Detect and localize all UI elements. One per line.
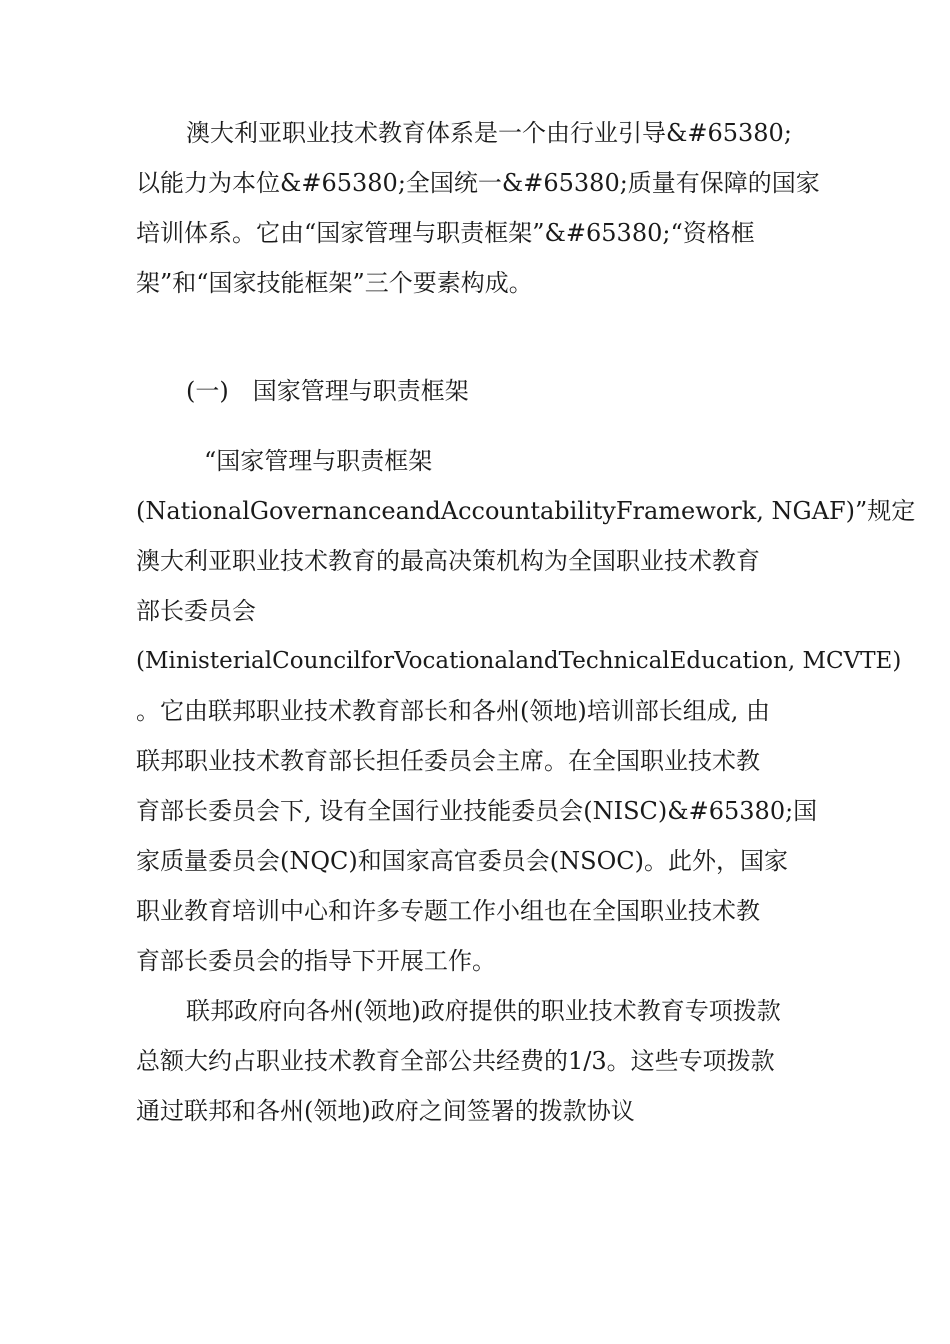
paragraph-2-line-8: 育部长委员会下, 设有全国行业技能委员会(NISC)&#65380;国	[136, 797, 818, 825]
paragraph-2-line-11: 育部长委员会的指导下开展工作。	[136, 947, 496, 975]
paragraph-1-line-2: 以能力为本位&#65380;全国统一&#65380;质量有保障的国家	[136, 169, 820, 197]
paragraph-2-line-1: “国家管理与职责框架	[204, 447, 433, 475]
paragraph-2-line-4: 部长委员会	[136, 597, 256, 625]
paragraph-1-line-4: 架”和“国家技能框架”三个要素构成。	[136, 269, 533, 297]
paragraph-1-line-3: 培训体系。它由“国家管理与职责框架”&#65380;“资格框	[136, 219, 755, 247]
paragraph-2-line-3: 澳大利亚职业技术教育的最高决策机构为全国职业技术教育	[136, 547, 760, 575]
paragraph-2-line-10: 职业教育培训中心和许多专题工作小组也在全国职业技术教	[136, 897, 760, 925]
paragraph-3-line-1: 联邦政府向各州(领地)政府提供的职业技术教育专项拨款	[186, 997, 781, 1025]
paragraph-3-line-3: 通过联邦和各州(领地)政府之间签署的拨款协议	[136, 1097, 635, 1125]
paragraph-2-line-5: (MinisterialCouncilforVocationalandTechnicalEducation, MCVTE)	[136, 648, 902, 674]
paragraph-1-line-1: 澳大利亚职业技术教育体系是一个由行业引导&#65380;	[186, 119, 792, 147]
paragraph-2-line-2: (NationalGovernanceandAccountabilityFramework, NGAF)”规定	[136, 497, 916, 525]
paragraph-2-line-6: 。它由联邦职业技术教育部长和各州(领地)培训部长组成, 由	[136, 697, 770, 725]
paragraph-3-line-2: 总额大约占职业技术教育全部公共经费的1/3。这些专项拨款	[136, 1047, 775, 1075]
paragraph-2-line-7: 联邦职业技术教育部长担任委员会主席。在全国职业技术教	[136, 747, 760, 775]
paragraph-2-line-9: 家质量委员会(NQC)和国家高官委员会(NSOC)。此外，国家	[136, 847, 788, 875]
section-heading: (一) 国家管理与职责框架	[186, 377, 469, 405]
